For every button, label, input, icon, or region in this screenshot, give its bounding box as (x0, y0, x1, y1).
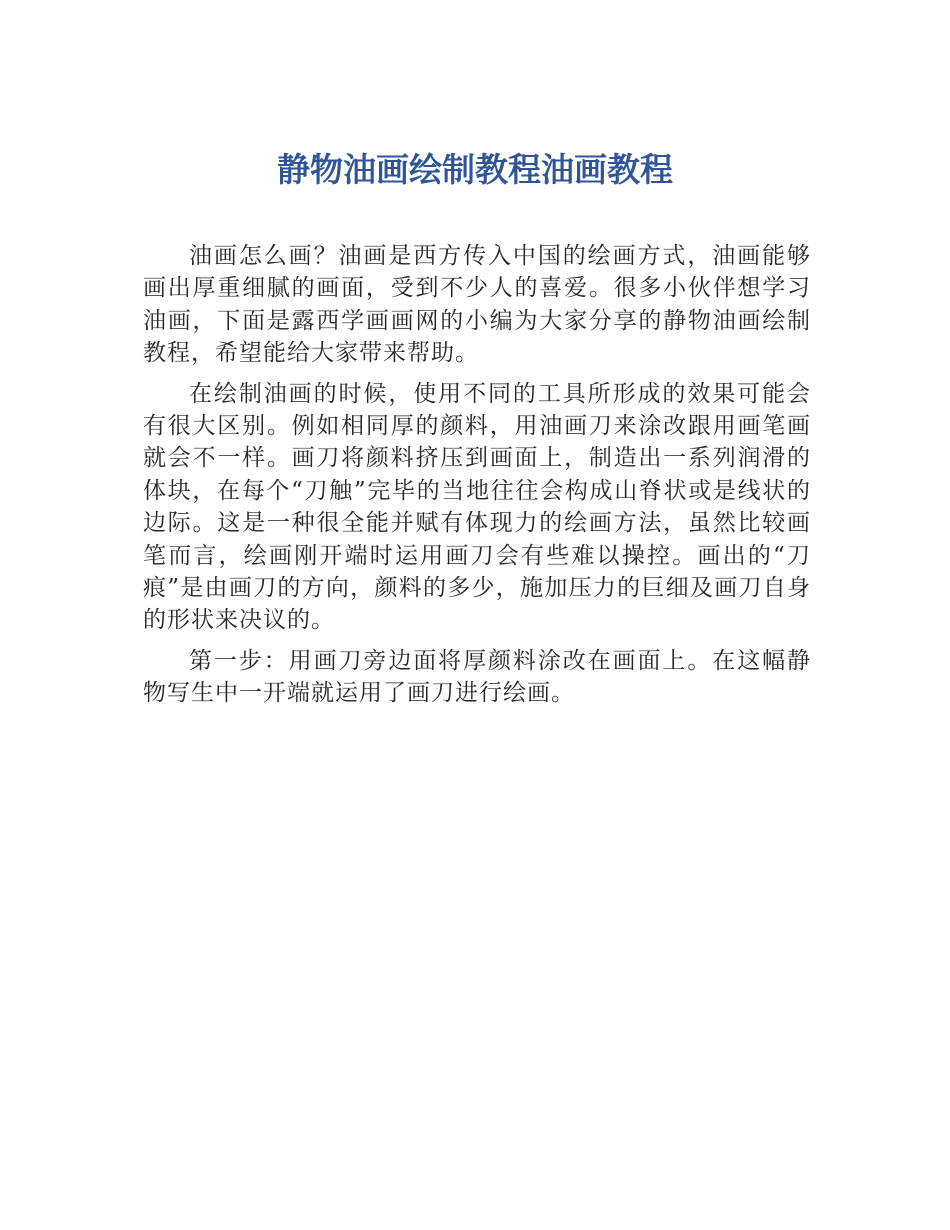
paragraph-step-one: 第一步：用画刀旁边面将厚颜料涂改在画面上。在这幅静物写生中一开端就运用了画刀进行绘画。 (143, 647, 811, 707)
paragraph-intro: 油画怎么画？油画是西方传入中国的绘画方式，油画能够画出厚重细腻的画面，受到不少人的喜爱。很多小伙伴想学习油画，下面是露西学画画网的小编为大家分享的静物油画绘制教程，希望能给大家带来帮助。 (143, 243, 811, 367)
document-body (143, 240, 811, 718)
document-title: 静物油画绘制教程油画教程 (277, 150, 673, 189)
paragraph-tools: 在绘制油画的时候，使用不同的工具所形成的效果可能会有很大区别。例如相同厚的颜料，用油画刀来涂改跟用画笔画就会不一样。画刀将颜料挤压到画面上，制造出一系列润滑的体块，在每个“刀触”完毕的当地往往会构成山脊状或是线状的边际。这是一种很全能并赋有体现力的绘画方法，虽然比较画笔而言，绘画刚开端时运用画刀会有些难以操控。画出的“刀痕”是由画刀的方向，颜料的多少，施加压力的巨细及画刀自身的形状来决议的。 (143, 380, 811, 634)
